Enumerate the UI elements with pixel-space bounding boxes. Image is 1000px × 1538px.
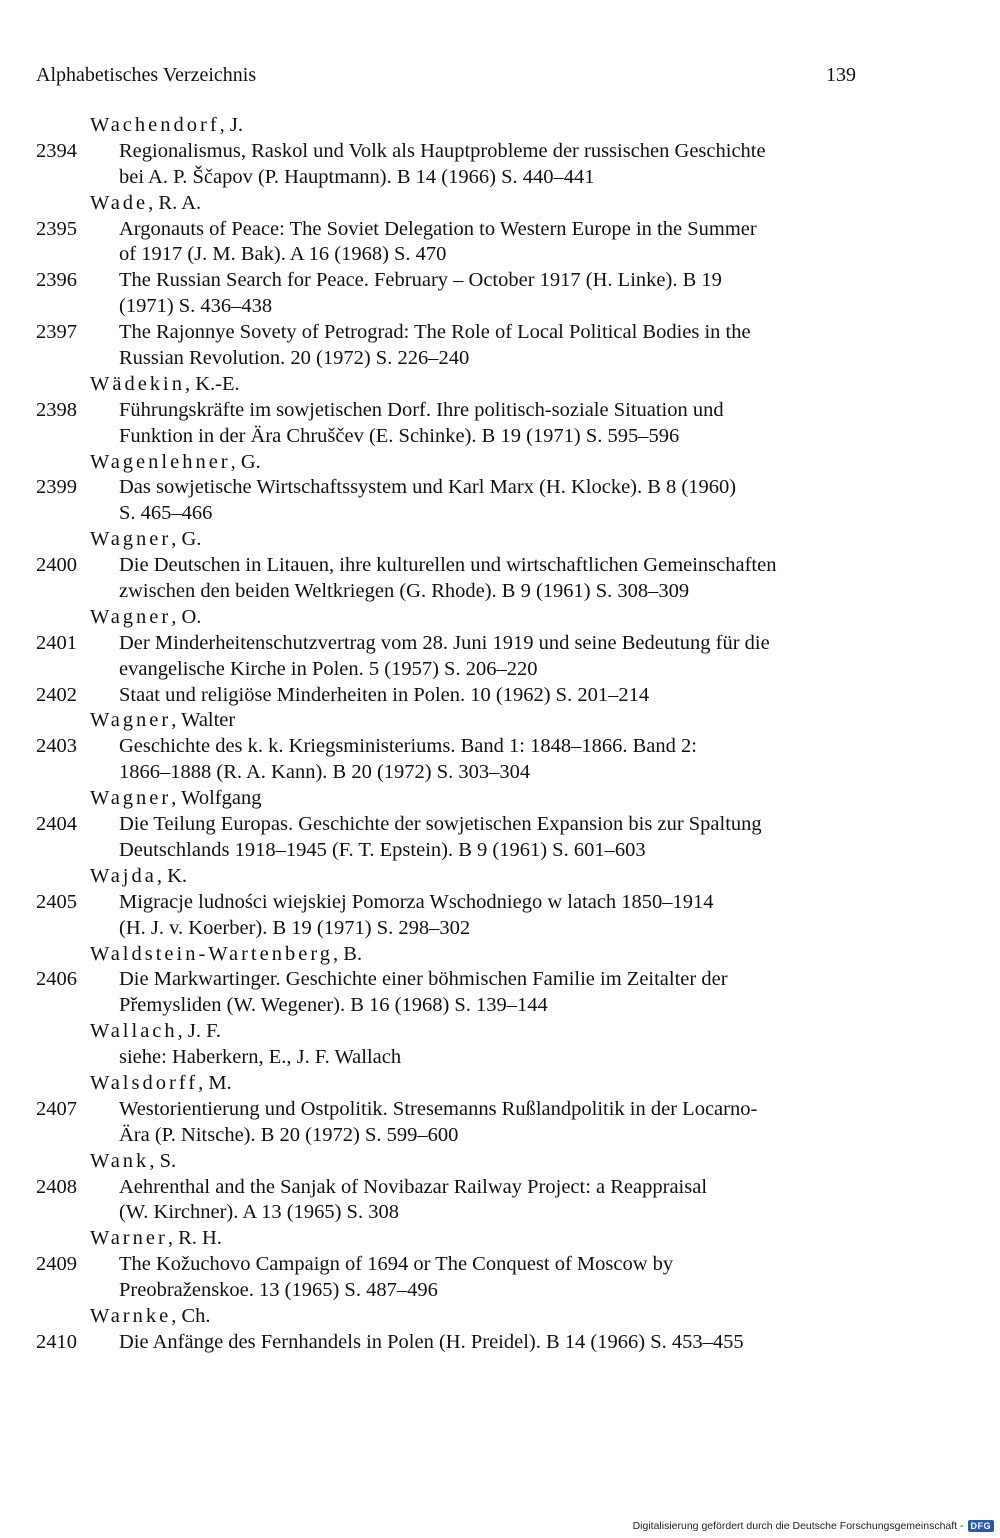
entry-line (36, 320, 896, 346)
entry-text: Führungskräfte im sowjetischen Dorf. Ihre politisch-soziale Situation und (119, 398, 724, 421)
entry-text: Aehrenthal and the Sanjak of Novibazar Railway Project: a Reappraisal (119, 1175, 708, 1198)
entry-text: Die Deutschen in Litauen, ihre kulturellen und wirtschaftlichen Gemeinschaften (119, 554, 777, 577)
author-surname: Walsdorff (90, 1071, 199, 1094)
entry-text: Die Anfänge des Fernhandels in Polen (H. Preidel). B 14 (1966) S. 453–455 (119, 1330, 744, 1353)
entry-number: 2409 (36, 1253, 77, 1276)
author-heading (36, 942, 896, 968)
entry-text: Geschichte des k. k. Kriegsministeriums. Band 1: 1848–1866. Band 2: (119, 735, 697, 758)
entry-text: bei A. P. Ščapov (P. Hauptmann). B 14 (1966) S. 440–441 (119, 165, 595, 188)
index-entries (36, 113, 896, 1356)
author-surname: Warnke (90, 1304, 172, 1327)
entry-continuation-line (36, 1278, 896, 1304)
author-initials: , M. (198, 1071, 232, 1094)
entry-text: Deutschlands 1918–1945 (F. T. Epstein). B 9 (1961) S. 601–603 (119, 838, 646, 861)
entry-number: 2403 (36, 735, 77, 758)
author-surname: Wagner (90, 528, 172, 551)
entry-line (36, 1175, 896, 1201)
entry-line (36, 1252, 896, 1278)
author-initials: , S. (149, 1149, 177, 1172)
entry-line (36, 1330, 896, 1356)
entry-line (36, 890, 896, 916)
author-heading (36, 1226, 896, 1252)
entry-number: 2395 (36, 217, 77, 240)
author-initials: , R. H. (167, 1227, 222, 1250)
author-initials: , J. (219, 114, 244, 136)
author-heading (36, 864, 896, 890)
entry-text: Russian Revolution. 20 (1972) S. 226–240 (119, 347, 470, 370)
author-surname: Wädekin (90, 372, 185, 395)
entry-line (36, 398, 896, 424)
author-initials: , K. (156, 864, 188, 887)
entry-text: zwischen den beiden Weltkriegen (G. Rhode). B 9 (1961) S. 308–309 (119, 580, 690, 603)
entry-text: Die Teilung Europas. Geschichte der sowjetischen Expansion bis zur Spaltung (119, 813, 762, 836)
entry-continuation-line (36, 838, 896, 864)
author-initials: , Ch. (171, 1304, 211, 1327)
entry-continuation-line (36, 1200, 896, 1226)
author-heading (36, 450, 896, 476)
entry-line (36, 734, 896, 760)
author-surname: Wajda (90, 864, 157, 887)
author-initials: , R. A. (148, 191, 202, 214)
author-heading (36, 1149, 896, 1175)
entry-line (36, 475, 896, 501)
author-initials: , Wolfgang (171, 787, 262, 810)
author-surname: Wade (90, 191, 149, 214)
page-header (36, 62, 856, 90)
entry-continuation-line (36, 165, 896, 191)
entry-text: The Rajonnye Sovety of Petrograd: The Role of Local Political Bodies in the (119, 321, 751, 344)
author-initials: , G. (171, 528, 202, 551)
author-heading (36, 113, 896, 139)
entry-continuation-line (36, 579, 896, 605)
entry-text: Přemysliden (W. Wegener). B 16 (1968) S. 139–144 (119, 994, 548, 1017)
entry-text: siehe: Haberkern, E., J. F. Wallach (119, 1046, 402, 1069)
entry-continuation-line (36, 501, 896, 527)
entry-number: 2407 (36, 1097, 77, 1120)
entry-continuation-line (36, 916, 896, 942)
entry-number: 2404 (36, 813, 77, 836)
entry-number: 2408 (36, 1175, 77, 1198)
entry-continuation-line (36, 242, 896, 268)
entry-number: 2410 (36, 1330, 77, 1353)
entry-text: Der Minderheitenschutzvertrag vom 28. Juni 1919 und seine Bedeutung für die (119, 631, 770, 654)
author-initials: , Walter (171, 709, 236, 732)
entry-number: 2394 (36, 139, 77, 162)
entry-continuation-line (36, 657, 896, 683)
author-initials: , G. (230, 450, 261, 473)
entry-text: Preobraženskoe. 13 (1965) S. 487–496 (119, 1279, 438, 1302)
entry-continuation-line (36, 346, 896, 372)
entry-text: Funktion in der Ära Chruščev (E. Schinke). B 19 (1971) S. 595–596 (119, 424, 680, 447)
page-number: 139 (826, 64, 856, 86)
entry-text: Die Markwartinger. Geschichte einer böhmischen Familie im Zeitalter der (119, 968, 728, 991)
entry-text: The Russian Search for Peace. February – October 1917 (H. Linke). B 19 (119, 269, 722, 292)
author-surname: Wallach (90, 1020, 178, 1043)
author-initials: , B. (333, 942, 363, 965)
author-surname: Wagenlehner (90, 450, 231, 473)
author-initials: , J. F. (177, 1020, 222, 1043)
entry-text: The Kožuchovo Campaign of 1694 or The Conquest of Moscow by (119, 1253, 674, 1276)
entry-line (36, 1045, 896, 1071)
entry-number: 2401 (36, 631, 77, 654)
entry-text: of 1917 (J. M. Bak). A 16 (1968) S. 470 (119, 243, 447, 266)
entry-number: 2405 (36, 890, 77, 913)
author-surname: Wagner (90, 605, 172, 628)
author-heading (36, 1071, 896, 1097)
entry-continuation-line (36, 424, 896, 450)
entry-number: 2406 (36, 968, 77, 991)
author-surname: Wagner (90, 787, 172, 810)
entry-line (36, 553, 896, 579)
entry-continuation-line (36, 760, 896, 786)
author-heading (36, 708, 896, 734)
entry-continuation-line (36, 993, 896, 1019)
author-surname: Wank (90, 1149, 150, 1172)
dfg-logo-icon: DFG (968, 1520, 995, 1532)
entry-continuation-line (36, 1123, 896, 1149)
entry-number: 2400 (36, 554, 77, 577)
author-initials: , O. (171, 605, 202, 628)
entry-line (36, 1097, 896, 1123)
digitization-footer (633, 1518, 994, 1534)
entry-text: (H. J. v. Koerber). B 19 (1971) S. 298–302 (119, 916, 471, 939)
entry-number: 2398 (36, 398, 77, 421)
entry-text: S. 465–466 (119, 502, 213, 525)
author-heading (36, 1304, 896, 1330)
author-heading (36, 527, 896, 553)
entry-number: 2402 (36, 683, 77, 706)
author-surname: Waldstein-Wartenberg (90, 942, 334, 965)
entry-text: Staat und religiöse Minderheiten in Polen. 10 (1962) S. 201–214 (119, 683, 650, 706)
entry-text: Regionalismus, Raskol und Volk als Hauptprobleme der russischen Geschichte (119, 139, 766, 162)
author-heading (36, 605, 896, 631)
entry-number: 2397 (36, 321, 77, 344)
author-surname: Warner (90, 1227, 168, 1250)
footer-text: Digitalisierung gefördert durch die Deutsche Forschungsgemeinschaft - (632, 1520, 964, 1532)
entry-line (36, 812, 896, 838)
entry-line (36, 967, 896, 993)
entry-text: Migracje ludności wiejskiej Pomorza Wschodniego w latach 1850–1914 (119, 890, 714, 913)
entry-line (36, 217, 896, 243)
author-surname: Wachendorf (90, 114, 220, 136)
entry-text: Argonauts of Peace: The Soviet Delegation to Western Europe in the Summer (119, 217, 757, 240)
entry-number: 2396 (36, 269, 77, 292)
entry-text: Westorientierung und Ostpolitik. Stresemanns Rußlandpolitik in der Locarno- (119, 1097, 758, 1120)
entry-text: (1971) S. 436–438 (119, 295, 273, 318)
entry-text: Ära (P. Nitsche). B 20 (1972) S. 599–600 (119, 1123, 459, 1146)
entry-line (36, 631, 896, 657)
running-title: Alphabetisches Verzeichnis (36, 64, 257, 86)
author-initials: , K.-E. (185, 372, 240, 395)
author-heading (36, 191, 896, 217)
entry-text: 1866–1888 (R. A. Kann). B 20 (1972) S. 303–304 (119, 761, 531, 784)
author-heading (36, 786, 896, 812)
author-heading (36, 1019, 896, 1045)
author-heading (36, 372, 896, 398)
entry-text: evangelische Kirche in Polen. 5 (1957) S. 206–220 (119, 657, 538, 680)
entry-text: Das sowjetische Wirtschaftssystem und Karl Marx (H. Klocke). B 8 (1960) (119, 476, 737, 499)
entry-line (36, 268, 896, 294)
entry-number: 2399 (36, 476, 77, 499)
author-surname: Wagner (90, 709, 172, 732)
entry-line (36, 139, 896, 165)
entry-text: (W. Kirchner). A 13 (1965) S. 308 (119, 1201, 399, 1224)
entry-line (36, 683, 896, 709)
entry-continuation-line (36, 294, 896, 320)
